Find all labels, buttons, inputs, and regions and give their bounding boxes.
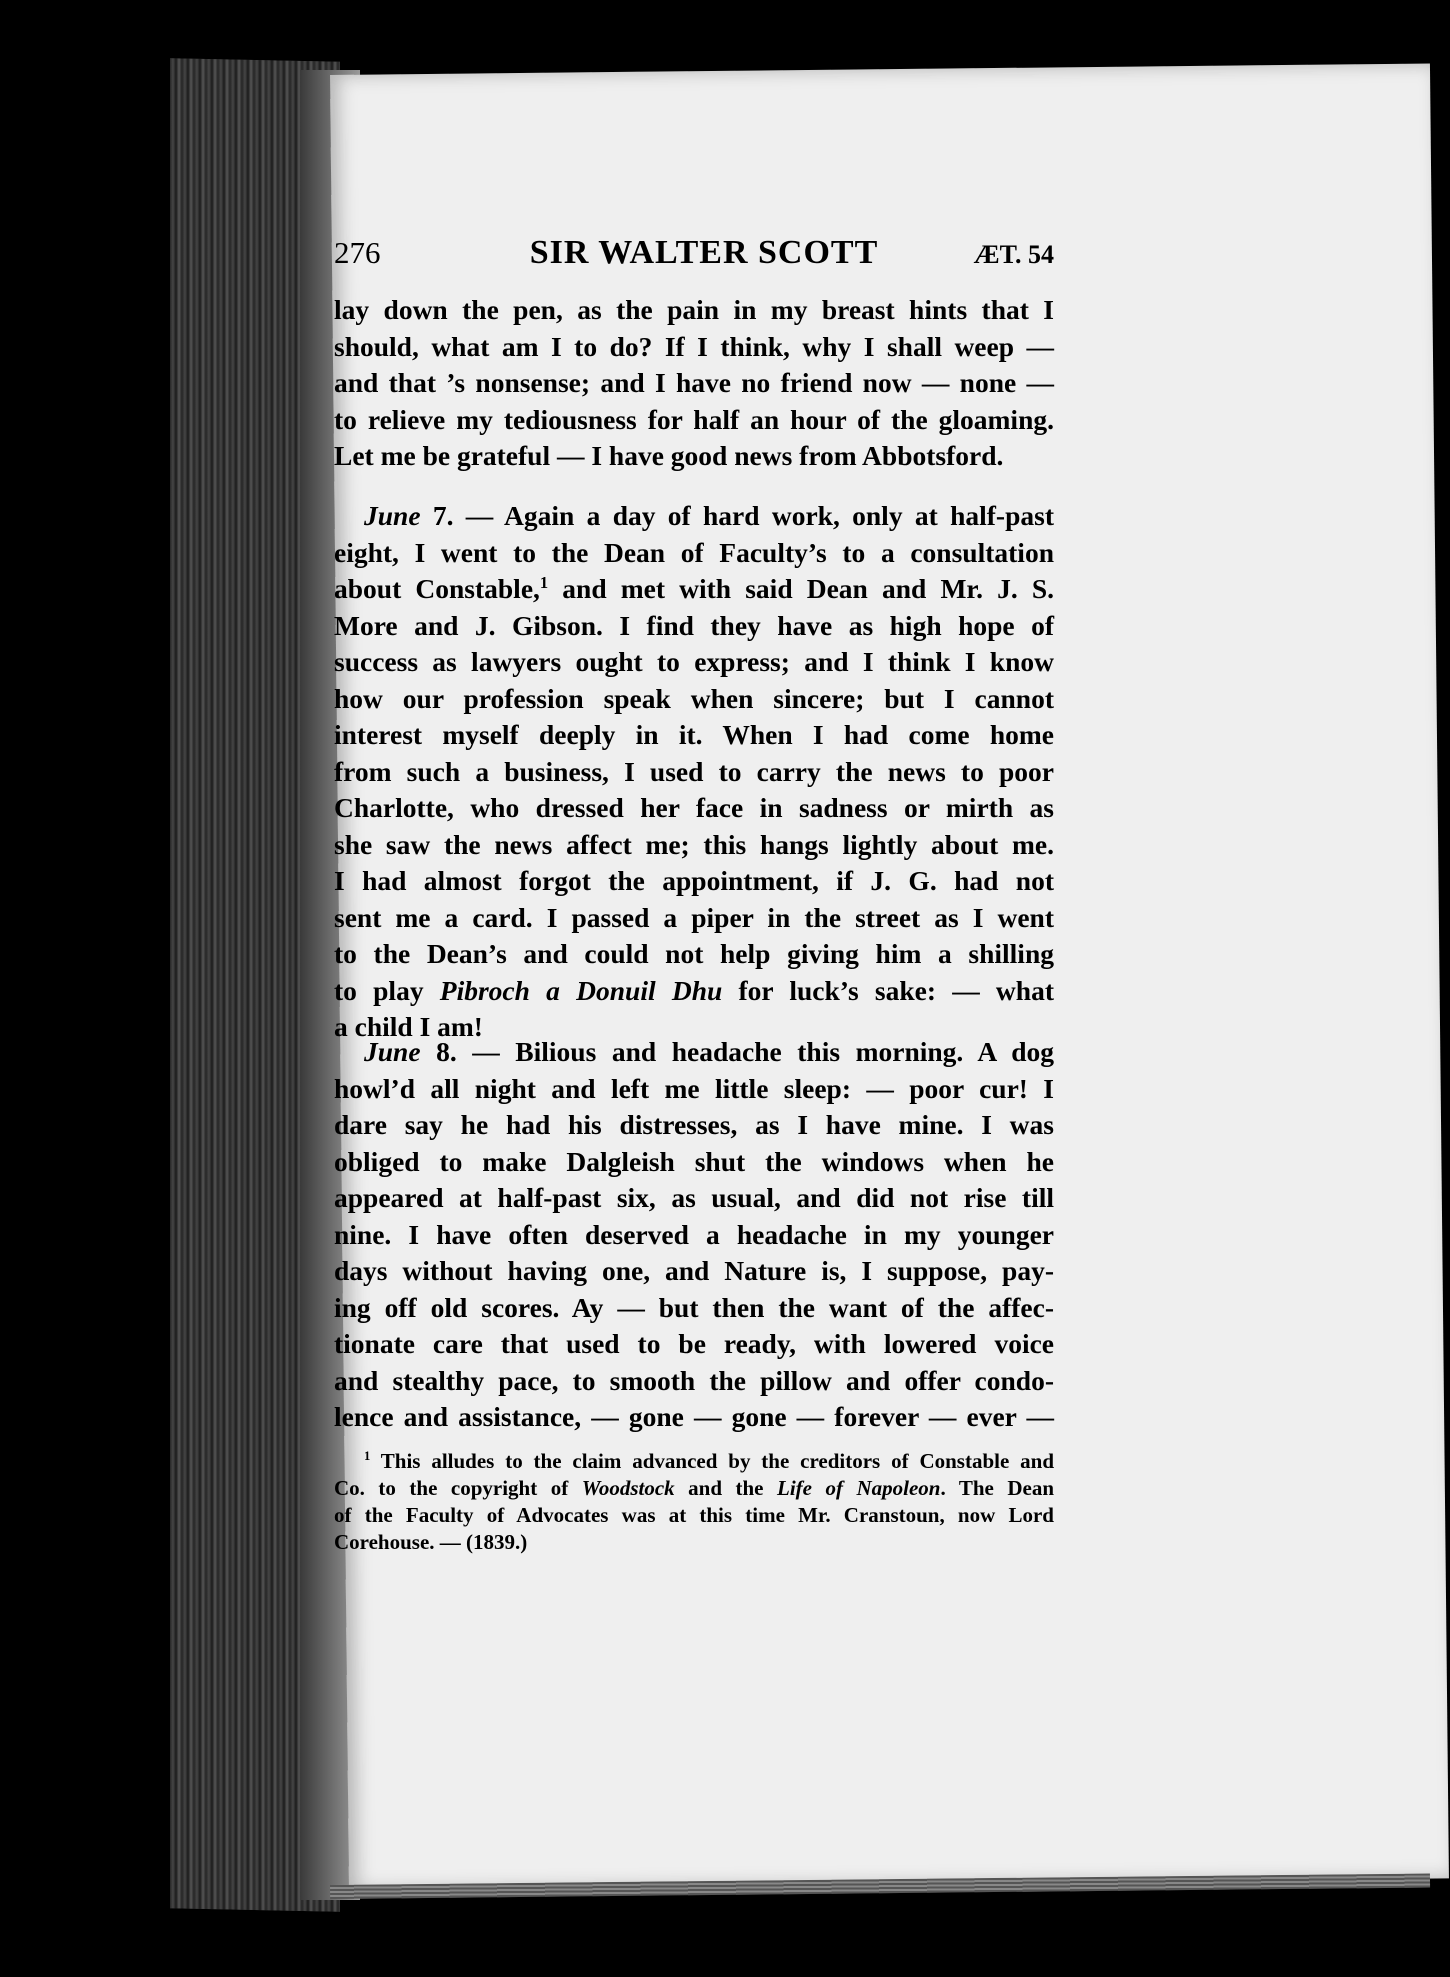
text-line: dare say he had his distresses, as I have mine. I was xyxy=(334,1109,1054,1140)
text-line: to the Dean’s and could not help giving him a shilling xyxy=(334,938,1054,969)
text-line: nine. I have often deserved a headache in my younger xyxy=(334,1218,1054,1250)
page-number: 276 xyxy=(334,235,381,270)
text-run: for luck’s sake: — what xyxy=(722,974,1054,1006)
text-line xyxy=(334,498,1054,535)
text-run: Co. to the copyright of xyxy=(334,1476,582,1500)
text-line xyxy=(334,1034,1054,1071)
footnote-line xyxy=(334,1475,1054,1502)
text-line: I had almost forgot the appointment, if J. G. had not xyxy=(334,865,1054,896)
text-run: This alludes to the claim advanced by the creditors of Constable and xyxy=(370,1449,1054,1473)
running-age: ÆT. 54 xyxy=(973,240,1054,269)
text-line: ing off old scores. Ay — but then the want of the affec- xyxy=(334,1291,1054,1323)
text-run: 7. — Again a day of hard work, only at half-past xyxy=(420,500,1054,531)
text-line xyxy=(334,571,1054,608)
text-line: lence and assistance, — gone — gone — forever — ever — xyxy=(334,1401,1054,1432)
entry-date: June xyxy=(364,500,421,531)
text-line: Charlotte, who dressed her face in sadness or mirth as xyxy=(334,792,1054,823)
text-line: obliged to make Dalgleish shut the windows when he xyxy=(334,1145,1054,1177)
work-title: Woodstock xyxy=(581,1476,675,1500)
text-line: Let me be grateful — I have good news from Abbotsford. xyxy=(334,440,1004,471)
text-run: and the xyxy=(674,1476,777,1500)
diary-entry-june-8 xyxy=(334,1034,1054,1436)
text-line: sent me a card. I passed a piper in the street as I went xyxy=(334,901,1054,933)
text-line: success as lawyers ought to express; and I think I know xyxy=(334,646,1054,677)
text-line: from such a business, I used to carry the news to poor xyxy=(334,755,1054,787)
text-line: days without having one, and Nature is, I suppose, pay- xyxy=(334,1255,1054,1286)
text-line: how our profession speak when sincere; but I cannot xyxy=(334,682,1054,714)
text-line xyxy=(334,973,1054,1010)
text-line: and that ’s nonsense; and I have no friend now — none — xyxy=(334,367,1054,398)
text-line: to relieve my tediousness for half an hour of the gloaming. xyxy=(334,403,1054,435)
text-line: a child I am! xyxy=(334,1011,483,1042)
footnote-line: of the Faculty of Advocates was at this time Mr. Cranstoun, now Lord xyxy=(334,1503,1054,1527)
text-line: tionate care that used to be ready, with lowered voice xyxy=(334,1328,1054,1359)
text-line: appeared at half-past six, as usual, and did not rise till xyxy=(334,1182,1054,1213)
text-line: More and J. Gibson. I find they have as high hope of xyxy=(334,609,1054,641)
text-line: and stealthy pace, to smooth the pillow and offer condo- xyxy=(334,1364,1054,1396)
diary-entry-june-7 xyxy=(334,498,1054,1046)
footnote-number: 1 xyxy=(364,1449,371,1463)
entry-date: June xyxy=(364,1036,421,1067)
text-line: lay down the pen, as the pain in my breast hints that I xyxy=(334,294,1054,325)
running-head xyxy=(334,234,1054,284)
footnote-line: Corehouse. — (1839.) xyxy=(334,1530,528,1554)
text-run: to play xyxy=(334,974,440,1006)
text-line: eight, I went to the Dean of Faculty’s to a consultation xyxy=(334,536,1054,568)
text-line: should, what am I to do? If I think, why I shall weep — xyxy=(334,330,1054,362)
footnote-marker: 1 xyxy=(539,572,549,592)
footnote-line xyxy=(334,1448,1054,1475)
text-line: she saw the news affect me; this hangs lightly about me. xyxy=(334,828,1054,860)
text-line: interest myself deeply in it. When I had come home xyxy=(334,719,1054,750)
running-title: SIR WALTER SCOTT xyxy=(529,234,879,271)
text-run: about Constable, xyxy=(334,573,540,604)
text-run: . The Dean xyxy=(940,1476,1054,1500)
text-run: and met with said Dean and Mr. J. S. xyxy=(548,573,1054,604)
work-title: Life of Napoleon xyxy=(777,1476,941,1500)
paragraph-continuation xyxy=(334,292,1054,475)
tune-title: Pibroch a Donuil Dhu xyxy=(439,974,723,1006)
text-run: 8. — Bilious and headache this morning. A dog xyxy=(420,1036,1054,1067)
footnote xyxy=(334,1448,1054,1556)
text-line: howl’d all night and left me little sleep: — poor cur! I xyxy=(334,1072,1054,1104)
